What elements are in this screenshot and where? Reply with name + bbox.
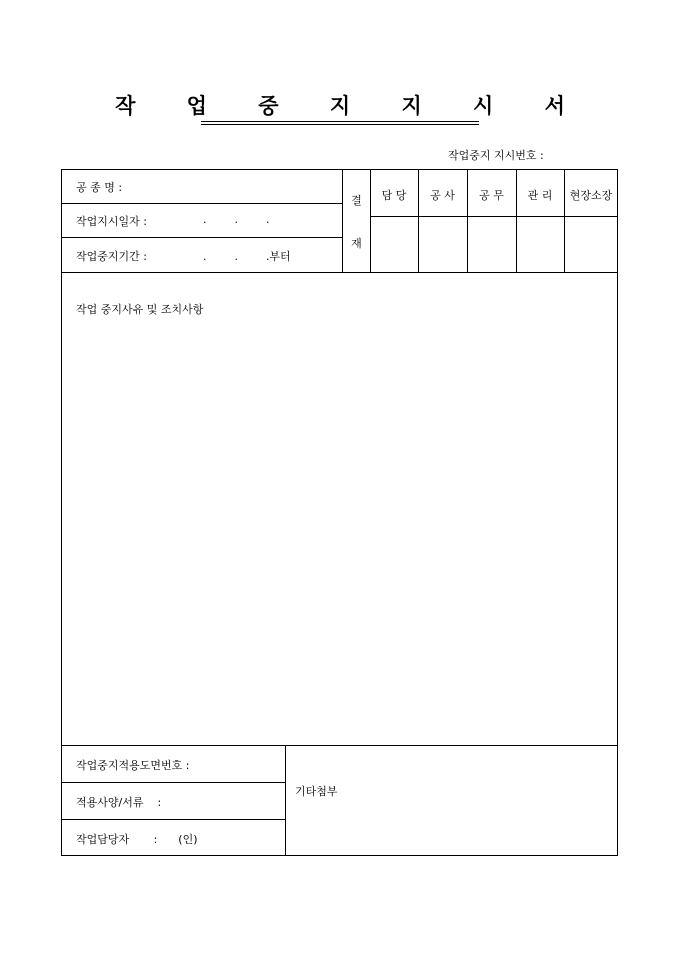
other-attachment-label: 기타첨부 xyxy=(295,785,338,798)
header-left-divider xyxy=(342,170,343,272)
title-underline-top xyxy=(201,121,479,122)
footer-row-divider-1 xyxy=(62,782,285,783)
approval-label-top: 결 xyxy=(351,194,362,207)
spec-documents-label: 적용사양/서류 : xyxy=(76,796,162,809)
approval-col-management: 관 리 xyxy=(527,189,553,202)
approval-sign-site-manager[interactable] xyxy=(565,217,618,272)
title-underline-bottom xyxy=(201,124,479,125)
reason-label: 작업 중지사유 및 조치사항 xyxy=(76,303,204,316)
stop-period-label: 작업중지기간 : xyxy=(76,250,147,263)
instruct-date-label: 작업지시일자 : xyxy=(76,215,147,228)
work-type-label: 공 종 명 : xyxy=(76,181,123,194)
approval-sign-admin-works[interactable] xyxy=(468,217,516,272)
drawing-number-label: 작업중지적용도면번호 : xyxy=(76,759,190,772)
doc-number-label: 작업중지 지시번호 : xyxy=(448,149,544,162)
header-row-divider-2 xyxy=(62,237,342,238)
footer-top-divider xyxy=(62,745,618,746)
approval-col-staff: 담 당 xyxy=(381,189,407,202)
instruct-date-value[interactable]: . . . xyxy=(203,213,270,226)
approval-col-site-manager: 현장소장 xyxy=(569,189,613,202)
header-row-divider-1 xyxy=(62,203,342,204)
approval-col-construction: 공 사 xyxy=(430,189,455,202)
footer-row-divider-2 xyxy=(62,819,285,820)
approval-label-bottom: 재 xyxy=(351,237,362,250)
approval-sign-construction[interactable] xyxy=(419,217,467,272)
approval-col-admin-works: 공 무 xyxy=(479,189,504,202)
stop-period-value[interactable]: . . .부터 xyxy=(203,250,291,263)
reason-content-area[interactable] xyxy=(62,273,618,745)
work-manager-label: 작업담당자 : (인) xyxy=(76,833,198,846)
document-title: 작 업 중 지 지 시 서 xyxy=(115,93,587,118)
work-stop-form xyxy=(61,169,618,856)
approval-sign-staff[interactable] xyxy=(371,217,418,272)
approval-sign-management[interactable] xyxy=(517,217,564,272)
footer-vertical-divider xyxy=(285,745,286,856)
